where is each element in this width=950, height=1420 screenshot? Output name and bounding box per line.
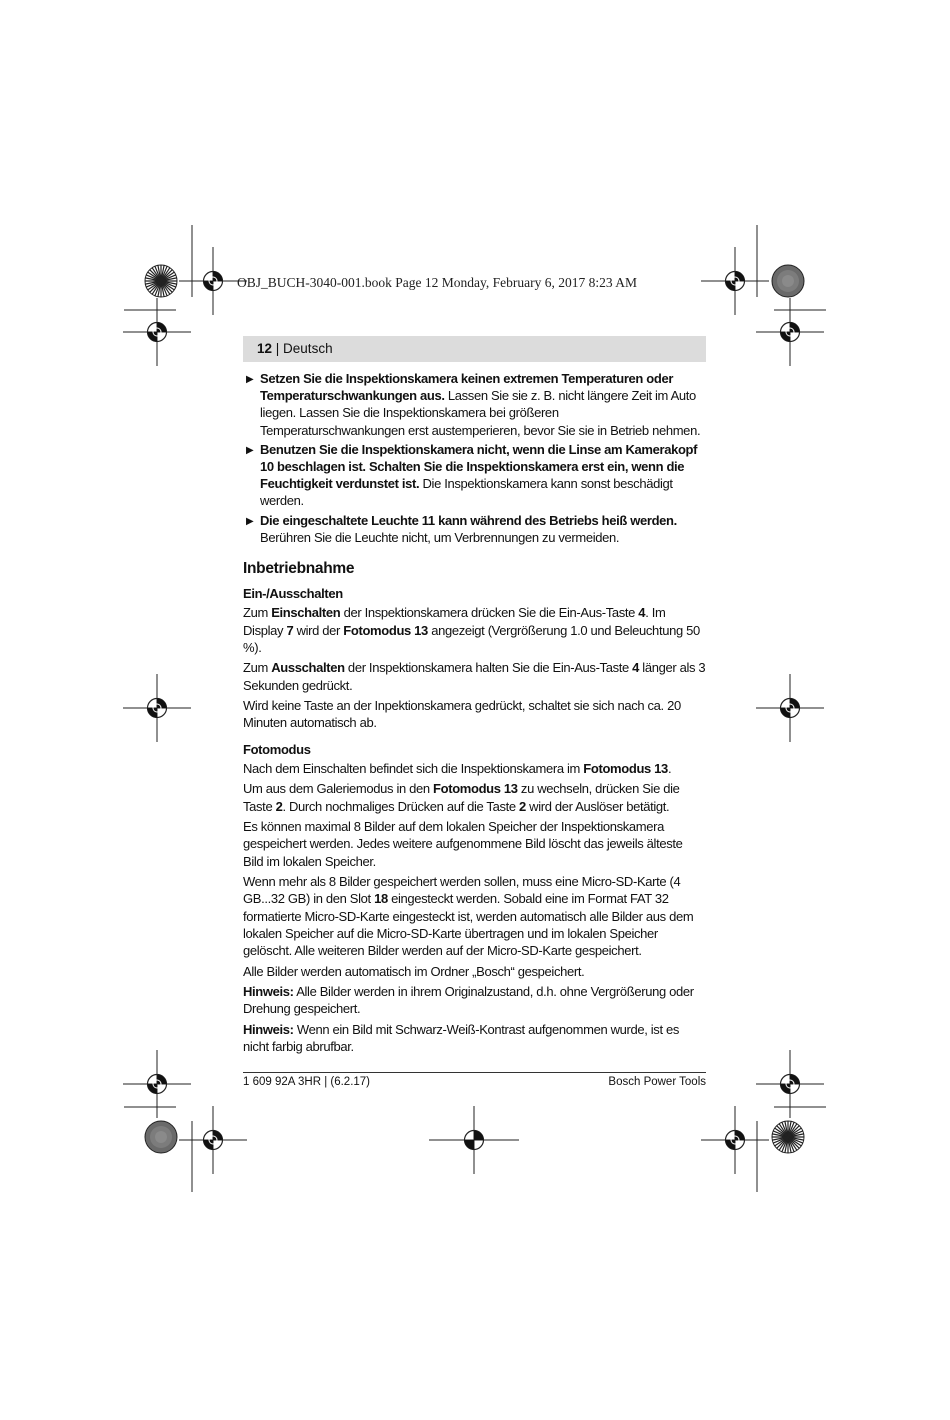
triangle-bullet-icon: ▶ bbox=[246, 515, 254, 527]
print-slug: OBJ_BUCH-3040-001.book Page 12 Monday, February 6, 2017 8:23 AM bbox=[237, 275, 637, 290]
paragraph: Um aus dem Galeriemodus in den Fotomodus 13 zu wechseln, drücken Sie die Taste 2. Durch nochmaliges Drücken auf die Taste 2 wird der Auslöser betätigt. bbox=[243, 781, 680, 814]
triangle-bullet-icon: ▶ bbox=[246, 444, 254, 456]
bullet-bold-text: Die eingeschaltete Leuchte 11 kann während des Betriebs heiß werden. bbox=[260, 512, 677, 528]
paragraph: Wird keine Taste an der Inpektionskamera gedrückt, schaltet sie sich nach ca. 20 Minuten automatisch ab. bbox=[243, 698, 681, 731]
page-header bbox=[243, 336, 706, 362]
footer-doc-number: 1 609 92A 3HR | (6.2.17) bbox=[243, 1076, 371, 1088]
page-number: 12 bbox=[257, 341, 273, 356]
page-body bbox=[243, 370, 706, 1059]
bullet-text: Die Inspektionskamera kann sonst beschädigt werden. bbox=[260, 476, 673, 509]
safety-bullet bbox=[243, 370, 706, 439]
bullet-text: Lassen Sie sie z. B. nicht längere Zeit im Auto liegen. Lassen Sie die Inspektionskamera bei größeren Temperaturschwankungen erst austemperieren, bevor Sie sie in Betrieb nehmen. bbox=[260, 388, 701, 438]
triangle-bullet-icon: ▶ bbox=[246, 374, 254, 385]
note-paragraph: Hinweis: Wenn ein Bild mit Schwarz-Weiß-Kontrast aufgenommen wurde, ist es nicht farbig abrufbar. bbox=[243, 1022, 680, 1055]
safety-bullet bbox=[243, 512, 706, 546]
paragraph: Wenn mehr als 8 Bilder gespeichert werden sollen, muss eine Micro-SD-Karte (4 GB...32 GB) in den Slot 18 eingesteckt werden. Sobald eine im Format FAT 32 formatierte Micro-SD-Karte eingesteckt ist, werden automatisch alle Bilder aus dem lokalen Speicher auf die Micro-SD-Karte übertragen und im lokalen Speicher gelöscht. Alle weiteren Bilder werden auf der Micro-SD-Karte gespeichert. bbox=[243, 874, 694, 959]
bullet-bold-text: Setzen Sie die Inspektionskamera keinen extremen Temperaturen oder Temperaturschwankungen aus. bbox=[260, 371, 674, 404]
section-title: Inbetriebnahme bbox=[243, 560, 355, 578]
paragraph: Alle Bilder werden automatisch im Ordner „Bosch“ gespeichert. bbox=[243, 963, 585, 979]
paragraph: Nach dem Einschalten befindet sich die Inspektionskamera im Fotomodus 13. bbox=[243, 760, 672, 776]
header-separator: | bbox=[272, 341, 284, 356]
subsection-title: Ein-/Ausschalten bbox=[243, 586, 343, 602]
footer-brand: Bosch Power Tools bbox=[608, 1076, 706, 1088]
footer-rule bbox=[243, 1072, 706, 1073]
paragraph: Es können maximal 8 Bilder auf dem lokalen Speicher der Inspektionskamera gespeichert werden. Jedes weitere aufgenommene Bild löscht das jeweils älteste Bild im lokalen Speicher. bbox=[243, 819, 683, 869]
page-language: Deutsch bbox=[283, 341, 333, 356]
subsection-title: Fotomodus bbox=[243, 741, 311, 757]
bullet-bold-text: Benutzen Sie die Inspektionskamera nicht, wenn die Linse am Kamerakopf 10 beschlagen ist. Schalten Sie die Inspektionskamera erst ein, wenn die Feuchtigkeit verdunstet ist. bbox=[260, 441, 698, 492]
page-header-text bbox=[257, 341, 333, 356]
paragraph: Zum Ausschalten der Inspektionskamera halten Sie die Ein-Aus-Taste 4 länger als 3 Sekunden gedrückt. bbox=[243, 660, 706, 693]
safety-bullet bbox=[243, 441, 706, 510]
paragraph: Zum Einschalten der Inspektionskamera drücken Sie die Ein-Aus-Taste 4. Im Display 7 wird der Fotomodus 13 angezeigt (Vergrößerung 1.0 und Beleuchtung 50 %). bbox=[243, 605, 700, 655]
bullet-text: Berühren Sie die Leuchte nicht, um Verbrennungen zu vermeiden. bbox=[260, 529, 620, 545]
note-paragraph: Hinweis: Alle Bilder werden in ihrem Originalzustand, d.h. ohne Vergrößerung oder Drehung gespeichert. bbox=[243, 984, 694, 1017]
